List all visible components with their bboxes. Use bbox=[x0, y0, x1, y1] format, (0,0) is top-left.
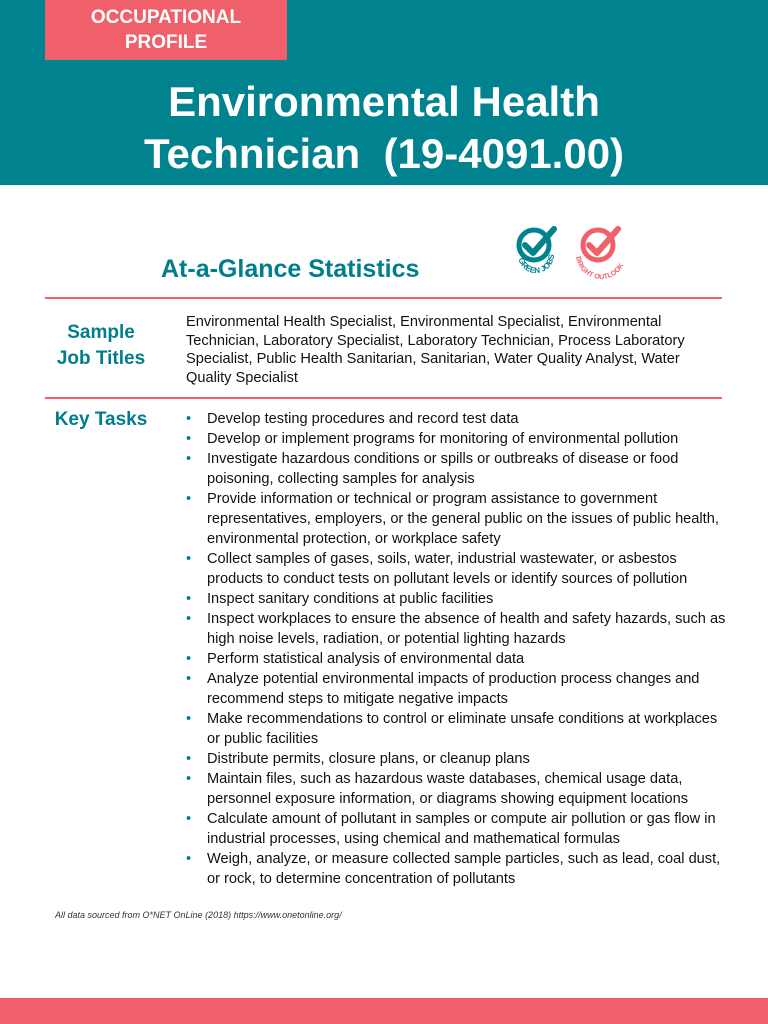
header-banner bbox=[0, 0, 768, 185]
key-tasks-label-text: Key Tasks bbox=[54, 409, 148, 430]
list-item: • Inspect workplaces to ensure the absence of health and safety hazards, such as high noise levels, radiation, or potential lighting hazards bbox=[186, 609, 726, 649]
sample-job-titles-label bbox=[45, 320, 157, 372]
list-item: • Distribute permits, closure plans, or cleanup plans bbox=[186, 749, 726, 769]
title-line-1: Environmental Health bbox=[168, 78, 600, 125]
green-jobs-badge-icon bbox=[510, 225, 562, 280]
list-item: • Inspect sanitary conditions at public facilities bbox=[186, 589, 726, 609]
list-item: • Provide information or technical or program assistance to government representatives, employers, or the general public on the issues of public health, environmental protection, or workplace safety bbox=[186, 489, 726, 549]
list-item: • Develop or implement programs for monitoring of environmental pollution bbox=[186, 429, 726, 449]
list-item: • Make recommendations to control or eliminate unsafe conditions at workplaces or public facilities bbox=[186, 709, 726, 749]
list-item: • Analyze potential environmental impacts of production process changes and recommend steps to mitigate negative impacts bbox=[186, 669, 726, 709]
tag-line-2: PROFILE bbox=[124, 32, 208, 53]
green-jobs-badge-label: GREEN JOBS bbox=[516, 253, 557, 276]
list-item: • Perform statistical analysis of environmental data bbox=[186, 649, 726, 669]
sample-label-line-1: Sample bbox=[67, 322, 135, 343]
list-item: • Develop testing procedures and record test data bbox=[186, 409, 726, 429]
at-a-glance-heading: At-a-Glance Statistics bbox=[161, 255, 420, 283]
list-item: • Investigate hazardous conditions or spills or outbreaks of disease or food poisoning, collecting samples for analysis bbox=[186, 449, 726, 489]
sample-job-titles-text: Environmental Health Specialist, Environmental Specialist, Environmental Technician, Laboratory Specialist, Laboratory Technician, Process Laboratory Specialist, Public Health Sanitarian, Sanitarian, Water Quality Analyst, Water Quality Specialist bbox=[186, 314, 685, 386]
list-item: • Collect samples of gases, soils, water, industrial wastewater, or asbestos products to conduct tests on pollutant levels or identify sources of pollution bbox=[186, 549, 726, 589]
bright-outlook-badge-icon bbox=[570, 225, 632, 285]
page-title bbox=[0, 76, 768, 180]
bright-outlook-badge-label: BRIGHT OUTLOOK bbox=[574, 255, 626, 282]
list-item: • Calculate amount of pollutant in samples or compute air pollution or gas flow in industrial processes, using chemical and mathematical formulas bbox=[186, 809, 726, 849]
list-item: • Weigh, analyze, or measure collected sample particles, such as lead, coal dust, or rock, to determine concentration of pollutants bbox=[186, 849, 726, 889]
list-item: • Maintain files, such as hazardous waste databases, chemical usage data, personnel exposure information, or diagrams showing equipment locations bbox=[186, 769, 726, 809]
divider-top bbox=[45, 297, 722, 299]
source-footnote: All data sourced from O*NET OnLine (2018) https://www.onetonline.org/ bbox=[55, 910, 342, 920]
sample-label-line-2: Job Titles bbox=[56, 348, 146, 369]
footer-bar bbox=[0, 998, 768, 1024]
occupational-profile-tag bbox=[45, 0, 287, 60]
title-line-2: Technician (19-4091.00) bbox=[143, 130, 625, 177]
key-tasks-label bbox=[45, 407, 157, 433]
tag-line-1: OCCUPATIONAL bbox=[90, 7, 242, 28]
key-tasks-list bbox=[186, 409, 726, 889]
divider-middle bbox=[45, 397, 722, 399]
